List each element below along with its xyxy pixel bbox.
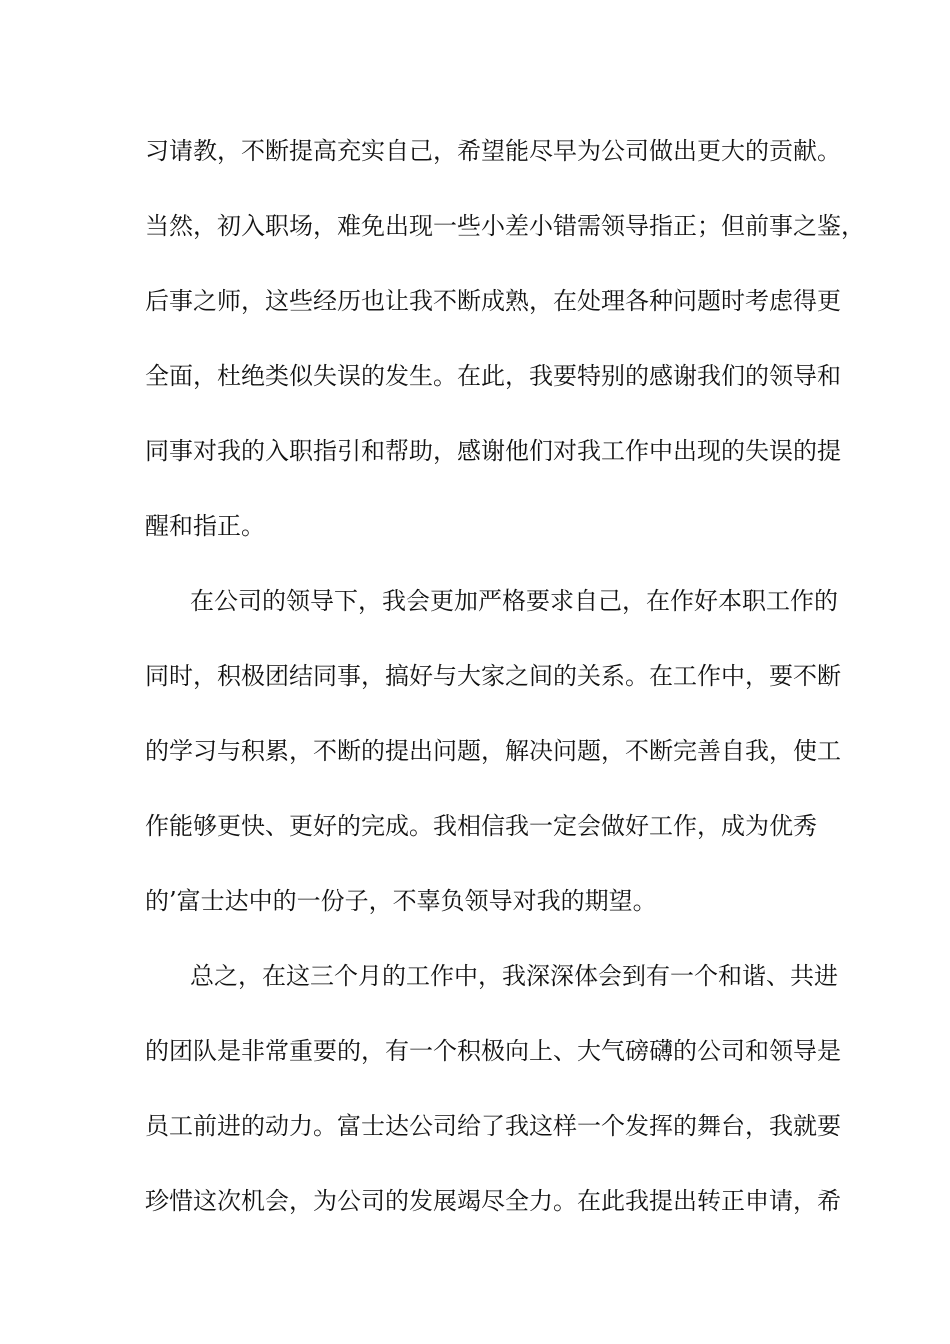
text-line: 全面，杜绝类似失误的发生。在此，我要特别的感谢我们的领导和 [145, 362, 841, 390]
text-line: 同事对我的入职指引和帮助，感谢他们对我工作中出现的失误的提 [145, 437, 841, 465]
text-line: 作能够更快、更好的完成。我相信我一定会做好工作，成为优秀 [145, 812, 817, 840]
text-line: 员工前进的动力。富士达公司给了我这样一个发挥的舞台，我就要 [145, 1112, 841, 1140]
text-line: 珍惜这次机会，为公司的发展竭尽全力。在此我提出转正申请，希 [145, 1187, 841, 1215]
text-line: 当然，初入职场，难免出现一些小差小错需领导指正；但前事之鉴， [145, 212, 865, 240]
text-line: 的学习与积累，不断的提出问题，解决问题，不断完善自我，使工 [145, 737, 841, 765]
text-line: 习请教，不断提高充实自己，希望能尽早为公司做出更大的贡献。 [145, 137, 841, 165]
paragraph-start-line: 在公司的领导下，我会更加严格要求自己，在作好本职工作的 [190, 587, 838, 615]
text-line: 的团队是非常重要的，有一个积极向上、大气磅礴的公司和领导是 [145, 1037, 841, 1065]
paragraph-start-line: 总之，在这三个月的工作中，我深深体会到有一个和谐、共进 [190, 962, 838, 990]
text-line: 后事之师，这些经历也让我不断成熟，在处理各种问题时考虑得更 [145, 287, 841, 315]
text-line: 的’富士达中的一份子，不辜负领导对我的期望。 [145, 887, 657, 915]
text-line: 醒和指正。 [145, 512, 265, 540]
text-line: 同时，积极团结同事，搞好与大家之间的关系。在工作中，要不断 [145, 662, 841, 690]
